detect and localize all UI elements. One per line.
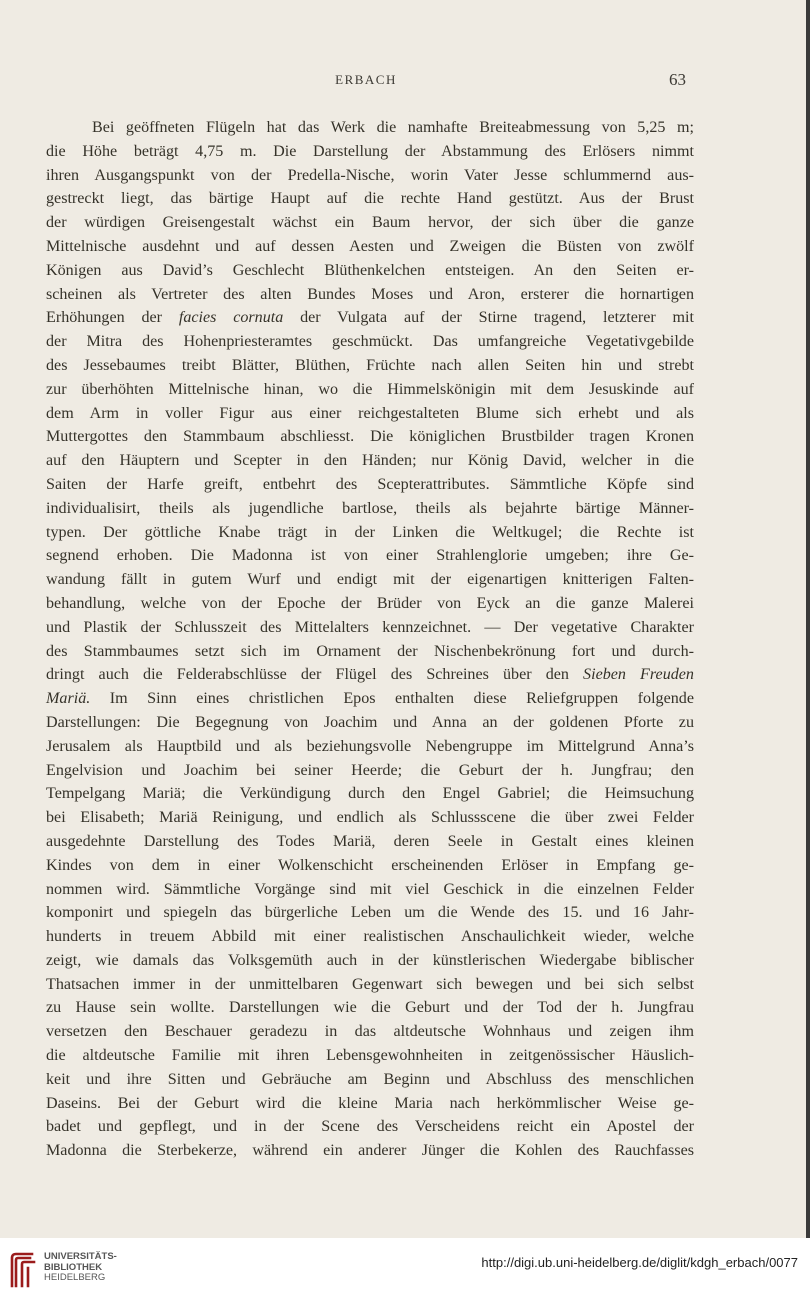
text-fragment: der Vulgata auf der Stirne tragend, letzterer mit: [300, 309, 694, 327]
library-name: [44, 1252, 117, 1284]
text-line: bei Elisabeth; Mariä Reinigung, und endlich als Schlussscene die über zwei Felder: [46, 809, 694, 827]
text-line: Thatsachen immer in der unmittelbaren Gegenwart sich bewegen und bei sich selbst: [46, 975, 694, 993]
page-number: 63: [669, 70, 686, 89]
text-line: [46, 306, 694, 330]
library-logo-icon: [8, 1250, 38, 1290]
text-line: [46, 663, 694, 687]
text-line: Darstellungen: Die Begegnung von Joachim und Anna an der goldenen Pforte zu: [46, 713, 694, 731]
text-line: zur überhöhten Mittelnische hinan, wo die Himmelskönigin mit dem Jesuskinde auf: [46, 380, 694, 398]
source-url-link[interactable]: http://digi.ub.uni-heidelberg.de/diglit/kdgh_erbach/0077: [481, 1255, 798, 1270]
italic-term: Sieben Freuden: [583, 666, 694, 684]
text-line: Mittelnische ausdehnt und auf dessen Aesten und Zweigen die Büsten von zwölf: [46, 237, 694, 255]
italic-term: facies cornuta: [178, 309, 284, 327]
text-line: Muttergottes den Stammbaum abschliesst. Die königlichen Brustbilder tragen Kronen: [46, 428, 694, 446]
text-fragment: Im Sinn eines christlichen Epos enthalten diese Reliefgruppen folgende: [109, 690, 694, 708]
page-header: [46, 70, 686, 94]
text-fragment: Erhöhungen der: [46, 309, 163, 327]
text-line: wandung fällt in gutem Wurf und endigt mit der eigenartigen knitterigen Falten-: [46, 571, 694, 589]
italic-term: Mariä.: [46, 690, 91, 708]
library-name-line: UNIVERSITÄTS-: [44, 1251, 117, 1262]
text-line: Saiten der Harfe greift, entbehrt des Scepterattributes. Sämmtliche Köpfe sind: [46, 475, 694, 493]
text-line: nommen wird. Sämmtliche Vorgänge sind mit viel Geschick in die einzelnen Felder: [46, 880, 694, 898]
text-fragment: dringt auch die Felderabschlüsse der Flügel des Schreines über den: [46, 666, 569, 684]
text-line: Daseins. Bei der Geburt wird die kleine Maria nach herkömmlischer Weise ge-: [46, 1094, 694, 1112]
text-line: keit und ihre Sitten und Gebräuche am Beginn und Abschluss des menschlichen: [46, 1070, 694, 1088]
text-line: die Höhe beträgt 4,75 m. Die Darstellung der Abstammung des Erlösers nimmt: [46, 142, 694, 160]
text-line: Kindes von dem in einer Wolkenschicht erscheinenden Erlöser in Empfang ge-: [46, 856, 694, 874]
text-line: gestreckt liegt, das bärtige Haupt auf die rechte Hand gestützt. Aus der Brust: [46, 190, 694, 208]
body-text: [46, 116, 694, 1163]
text-line: dem Arm in voller Figur aus einer reichgestalteten Blume sich erhebt und als: [46, 404, 694, 422]
text-line: der würdigen Greisengestalt wächst ein Baum hervor, der sich über die ganze: [46, 214, 694, 232]
text-line: der Mitra des Hohenpriesteramtes geschmückt. Das umfangreiche Vegetativgebilde: [46, 333, 694, 351]
text-line: behandlung, welche von der Epoche der Brüder von Eyck an die ganze Malerei: [46, 594, 694, 612]
text-line: komponirt und spiegeln das bürgerliche Leben um die Wende des 15. und 16 Jahr-: [46, 904, 694, 922]
text-line: zu Hause sein wollte. Darstellungen wie die Geburt und der Tod der h. Jungfrau: [46, 999, 694, 1017]
library-name-line: BIBLIOTHEK: [44, 1261, 103, 1273]
text-line: auf den Häuptern und Scepter in den Händen; nur König David, welcher in die: [46, 452, 694, 470]
text-line: Madonna die Sterbekerze, während ein anderer Jünger die Kohlen des Rauchfasses: [46, 1142, 694, 1160]
text-line: Königen aus David’s Geschlecht Blüthenkelchen entsteigen. An den Seiten er-: [46, 261, 694, 279]
text-line: Engelvision und Joachim bei seiner Heerde; die Geburt der h. Jungfrau; den: [46, 761, 694, 779]
text-line: Tempelgang Mariä; die Verkündigung durch den Engel Gabriel; die Heimsuchung: [46, 785, 694, 803]
text-line: zeigt, wie damals das Volksgemüth auch in der künstlerischen Wiedergabe biblischer: [46, 951, 694, 969]
library-footer: [0, 1238, 810, 1298]
text-line: Bei geöffneten Flügeln hat das Werk die namhafte Breiteabmessung von 5,25 m;: [92, 119, 694, 136]
text-line: und Plastik der Schlusszeit des Mittelalters kennzeichnet. — Der vegetative Charakter: [46, 618, 694, 636]
library-name-line: HEIDELBERG: [44, 1272, 106, 1283]
running-head: ERBACH: [335, 72, 397, 87]
text-line: individualisirt, theils als jugendliche bartlose, theils als bejahrte bärtige Männer-: [46, 499, 694, 517]
text-line: ausgedehnte Darstellung des Todes Mariä, deren Seele in Gestalt eines kleinen: [46, 832, 694, 850]
text-line: ihren Ausgangspunkt von der Predella-Nische, worin Vater Jesse schlummernd aus-: [46, 166, 694, 184]
text-line: hunderts in treuem Abbild mit einer realistischen Anschaulichkeit wieder, welche: [46, 928, 694, 946]
text-line: versetzen den Beschauer geradezu in das altdeutsche Wohnhaus und zeigen ihm: [46, 1023, 694, 1041]
text-line: [46, 687, 694, 711]
text-line: typen. Der göttliche Knabe trägt in der Linken die Weltkugel; die Rechte ist: [46, 523, 694, 541]
text-line: des Jessebaumes treibt Blätter, Blüthen, Früchte nach allen Seiten hin und strebt: [46, 356, 694, 374]
text-line: die altdeutsche Familie mit ihren Lebensgewohnheiten in zeitgenössischer Häuslich-: [46, 1047, 694, 1065]
text-line: des Stammbaumes setzt sich im Ornament der Nischenbekrönung fort und durch-: [46, 642, 694, 660]
text-line: Jerusalem als Hauptbild und als beziehungsvolle Nebengruppe im Mittelgrund Anna’s: [46, 737, 694, 755]
text-line: badet und gepflegt, und in der Scene des Verscheidens reicht ein Apostel der: [46, 1118, 694, 1136]
text-line: segnend erhoben. Die Madonna ist von einer Strahlenglorie umgeben; ihre Ge-: [46, 547, 694, 565]
text-line: scheinen als Vertreter des alten Bundes Moses und Aron, ersterer die hornartigen: [46, 285, 694, 303]
